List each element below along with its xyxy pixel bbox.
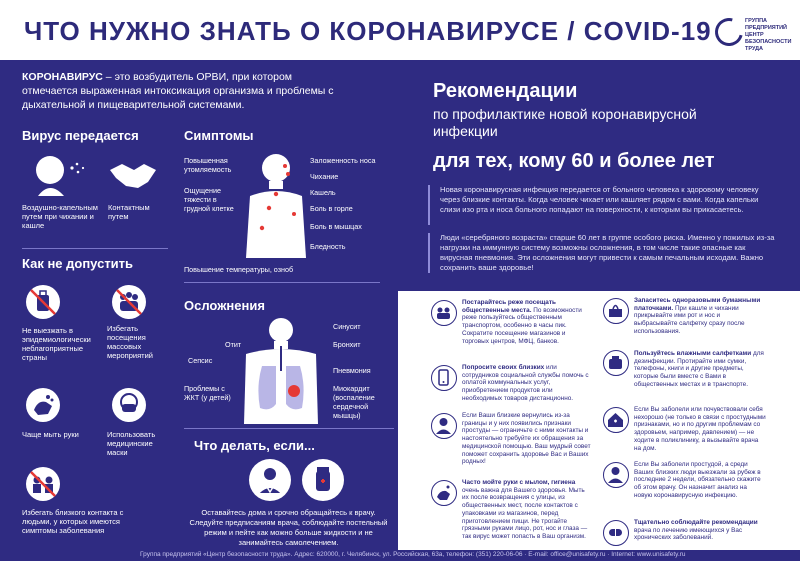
logo-mark-icon	[710, 13, 748, 51]
recommendations-para-1: Новая коронавирусная инфекция передается от больного человека к здоровому человеку через близкие контакты. Когда человек чихает или кашляет рядом с вами. Когда капельки слизи изо рта и носа больного попадают на поверхности, к которым вы прикасаетесь.	[440, 185, 759, 214]
transmission-title: Вирус передается	[22, 128, 139, 143]
company-logo	[715, 16, 795, 50]
phone-payment-icon	[431, 365, 457, 391]
doctor-consult-icon	[603, 462, 629, 488]
handshake-icon	[108, 156, 158, 192]
prevention-distance: Избегать близкого контакта с людьми, у которых имеются симптомы заболевания	[22, 508, 124, 535]
page-title: ЧТО НУЖНО ЗНАТЬ О КОРОНАВИРУСЕ / COVID-19	[24, 16, 712, 46]
symptom-sneeze: Чихание	[310, 172, 339, 181]
tip-left-2-bold: Попросите своих близких	[462, 364, 545, 371]
tip-right-1-text: При кашле и чихании прикрывайте ими рот и нос и выбрасывайте салфетку сразу после использования.	[634, 304, 745, 335]
prevention-crowds: Избегать посещения массовых мероприятий	[107, 324, 153, 360]
tip-left-4	[462, 479, 592, 541]
relative-sick-icon	[431, 413, 457, 439]
tissue-icon	[603, 298, 629, 324]
recommendations-para-2: Люди «серебряного возраста» старше 60 лет в группе особого риска. Именно у пожилых из-за нагрузки на иммунную систему возможны осложнения, в том числе такие опасные как вирусная пневмония. Эти осложнения могут привести к самым печальным исходам. Важно сохранить ваше здоровье!	[440, 233, 775, 272]
recommendations-audience: для тех, кому 60 и более лет	[433, 150, 715, 172]
accent-bar	[428, 233, 430, 273]
crowd-icon	[112, 285, 146, 319]
tip-right-1	[634, 297, 764, 336]
complication-otitis: Отит	[225, 340, 242, 349]
tip-right-2	[634, 350, 764, 389]
intro-strong: КОРОНАВИРУС	[22, 71, 103, 83]
symptom-cough: Кашель	[310, 188, 336, 197]
handwash-icon	[26, 388, 60, 422]
recommendations-title: Рекомендации	[433, 80, 578, 102]
luggage-icon	[26, 285, 60, 319]
symptom-pale: Бледность	[310, 242, 346, 251]
tip-left-3-text: Если Ваши близкие вернулись из-за границы и у них появились признаки простуды — ограничьте с ними контакты и настоятельно требуйте их обращения за медицинской помощью. Ваш мудрый совет поможет сохранить здоровье Вас и Ваших родных!	[462, 412, 591, 466]
logo-text: ГРУППА ПРЕДПРИЯТИЙ ЦЕНТР БЕЗОПАСНОСТИ ТРУДА	[745, 18, 792, 52]
crowd-avoid-icon	[431, 300, 457, 326]
complication-sepsis: Сепсис	[188, 356, 213, 365]
header	[0, 0, 800, 60]
tip-left-1-text: По возможности реже пользуйтесь общественным транспортом, особенно в часы пик. Сократите посещение магазинов и торговых центров, МФЦ, банков.	[462, 306, 582, 345]
lungs-figure-icon	[236, 316, 326, 426]
symptom-fatigue: Повышенная утомляемость	[184, 156, 232, 174]
tip-right-5-bold: Тщательно соблюдайте рекомендации	[634, 519, 758, 526]
prevention-travel: Не выезжать в эпидемиологически неблагоприятные страны	[22, 326, 91, 362]
tip-left-3	[462, 412, 592, 466]
tip-right-4	[634, 461, 766, 500]
symptom-muscles: Боль в мышцах	[310, 222, 362, 231]
tip-left-2	[462, 364, 592, 403]
prevention-mask: Использовать медицинские маски	[107, 430, 156, 457]
what-to-do-title: Что делать, если...	[194, 438, 315, 453]
tip-left-4-text: очень важна для Вашего здоровья. Мыть их после возвращения с улицы, из общественных мест, после контактов с упаковками из магазинов, перед приготовлением пищи. Не трогайте грязными руками лицо, рот, нос и глаза — так вирус может попасть в Ваш организм.	[462, 486, 588, 540]
prevention-title: Как не допустить	[22, 256, 134, 271]
symptom-throat: Боль в горле	[310, 204, 353, 213]
divider	[22, 248, 168, 249]
tip-right-2-text: для дезинфекции. Протирайте ими сумки, телефоны, книги и другие предметы, которые были вместе с Вами в общественных местах и в транспорте.	[634, 350, 764, 388]
footer	[0, 550, 800, 561]
what-to-do-text: Оставайтесь дома и срочно обращайтесь к врачу. Следуйте предписаниям врача, соблюдайте постельный режим и пейте как можно больше жидкости и не занимайтесь самолечением.	[189, 508, 388, 547]
complication-myocarditis: Миокардит (воспаление сердечной мышцы)	[333, 384, 375, 420]
medicine-icon	[302, 459, 344, 501]
tip-right-4-text: Если Вы заболели простудой, а среди Ваших близких люди выезжали за рубеж в последние 2 недели, обязательно скажите об этом врачу. Он назначит анализ на новую коронавирусную инфекцию.	[634, 461, 761, 499]
pills-icon	[603, 520, 629, 546]
cough-head-icon	[28, 150, 88, 198]
symptoms-figure-icon	[236, 148, 316, 260]
tip-right-2-bold: Пользуйтесь влажными салфетками	[634, 350, 752, 357]
prevention-wash: Чаще мыть руки	[22, 430, 79, 439]
tip-right-5-text: врача по лечению имеющихся у Вас хронических заболеваний.	[634, 526, 743, 542]
accent-bar	[428, 185, 430, 225]
tip-right-5	[634, 519, 766, 542]
transmission-airborne: Воздушно-капельным путем при чихании и кашле	[22, 203, 98, 230]
tip-right-3	[634, 406, 766, 452]
symptom-chest: Ощущение тяжести в грудной клетке	[184, 186, 234, 213]
soap-hands-icon	[431, 480, 457, 506]
symptom-nose: Заложенность носа	[310, 156, 376, 165]
tip-left-1-bold: Постарайтесь реже посещать общественные места.	[462, 299, 556, 314]
symptoms-title: Симптомы	[184, 128, 254, 143]
complication-sinusitis: Синусит	[333, 322, 361, 331]
doctor-icon	[249, 459, 291, 501]
mask-icon	[112, 388, 146, 422]
recommendations-subtitle: по профилактике новой коронавирусной инфекции	[433, 106, 697, 139]
intro-text	[22, 70, 342, 112]
tip-right-1-bold: Запаситесь одноразовыми бумажными платочками.	[634, 297, 761, 312]
home-doctor-icon	[603, 407, 629, 433]
complications-title: Осложнения	[184, 298, 265, 313]
divider	[184, 282, 380, 283]
complication-pneumonia: Пневмония	[333, 366, 371, 375]
tip-right-3-text: Если Вы заболели или почувствовали себя нехорошо (не только в связи с простудными признаками, но и по другим проблемам со здоровьем, например, давлением) — не ходите в поликлинику, а вызывайте врача на дом.	[634, 406, 766, 452]
tip-left-2-text: или сотрудников социальной службы помочь с оплатой коммунальных услуг, приобретением продуктов или необходимых товаров дистанционно.	[462, 364, 589, 402]
complication-bronchitis: Бронхит	[333, 340, 361, 349]
symptom-fever: Повышение температуры, озноб	[184, 265, 294, 274]
divider	[184, 428, 394, 429]
tip-left-1	[462, 299, 592, 345]
complication-gi: Проблемы с ЖКТ (у детей)	[184, 384, 231, 402]
footer-contacts: Группа предприятий «Центр безопасности труда». Адрес: 620000, г. Челябинск, ул. Российская, 63а, телефон: (351) 220-06-06 · E-mail: office@unisafety.ru · Internet: www.unisafety.ru	[140, 551, 686, 558]
wet-wipes-icon	[603, 350, 629, 376]
intro-body: – это возбудитель ОРВИ, при котором отмечается выраженная интоксикация организма и проблемы с дыхательной и пищеварительной системами.	[22, 71, 334, 111]
tip-left-4-bold: Часто мойте руки с мылом, гигиена	[462, 479, 576, 486]
distance-icon	[26, 467, 60, 501]
transmission-contact: Контактным путем	[108, 203, 150, 221]
